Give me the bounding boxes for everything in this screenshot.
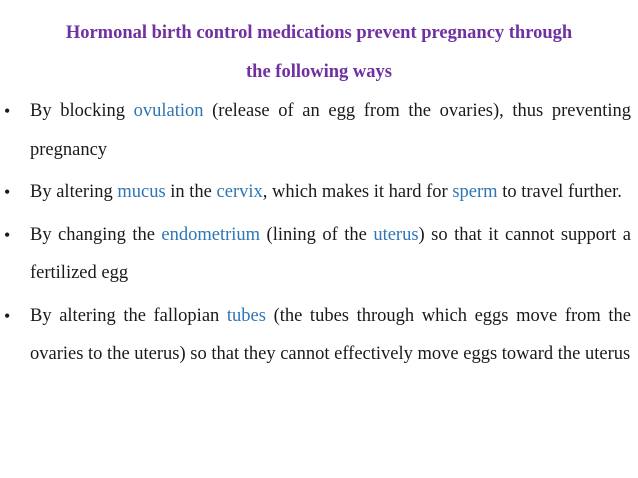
bullet-icon: • <box>4 101 11 121</box>
bullet-list <box>0 92 638 374</box>
bullet-text: (release of an egg from the ovaries), thus preventing pregnancy <box>30 101 631 160</box>
bullet-text: By blocking <box>30 101 134 121</box>
keyword-endometrium: endometrium <box>161 224 261 245</box>
keyword-tubes: tubes <box>226 305 266 326</box>
bullet-item-tubes <box>0 297 638 374</box>
title-line-1: Hormonal birth control medications prevent pregnancy through <box>65 23 573 43</box>
slide-title <box>20 14 618 92</box>
bullet-text: By changing the <box>30 224 162 245</box>
keyword-sperm: sperm <box>452 182 498 202</box>
keyword-ovulation: ovulation <box>133 101 204 121</box>
bullet-text: (lining of the <box>260 224 374 245</box>
bullet-text: to travel further. <box>497 182 622 202</box>
bullet-text: , which makes it hard for <box>262 182 453 202</box>
bullet-text: in the <box>165 182 217 202</box>
bullet-item-ovulation <box>0 92 638 169</box>
keyword-mucus: mucus <box>117 182 166 202</box>
bullet-item-mucus <box>0 173 638 212</box>
bullet-text: By altering the fallopian <box>30 305 227 326</box>
keyword-uterus: uterus <box>373 224 419 245</box>
keyword-cervix: cervix <box>216 182 263 202</box>
bullet-text: By altering <box>30 182 118 202</box>
bullet-icon: • <box>4 182 11 202</box>
title-line-2: the following ways <box>246 62 392 82</box>
bullet-text: (the tubes through which eggs move from the ovaries to the uterus) so that they cannot effectively move eggs toward the uterus <box>30 305 631 364</box>
bullet-text: ) so that it cannot support a fertilized egg <box>30 224 632 283</box>
bullet-icon: • <box>4 224 11 245</box>
bullet-icon: • <box>4 305 11 326</box>
bullet-item-endometrium <box>0 216 638 293</box>
